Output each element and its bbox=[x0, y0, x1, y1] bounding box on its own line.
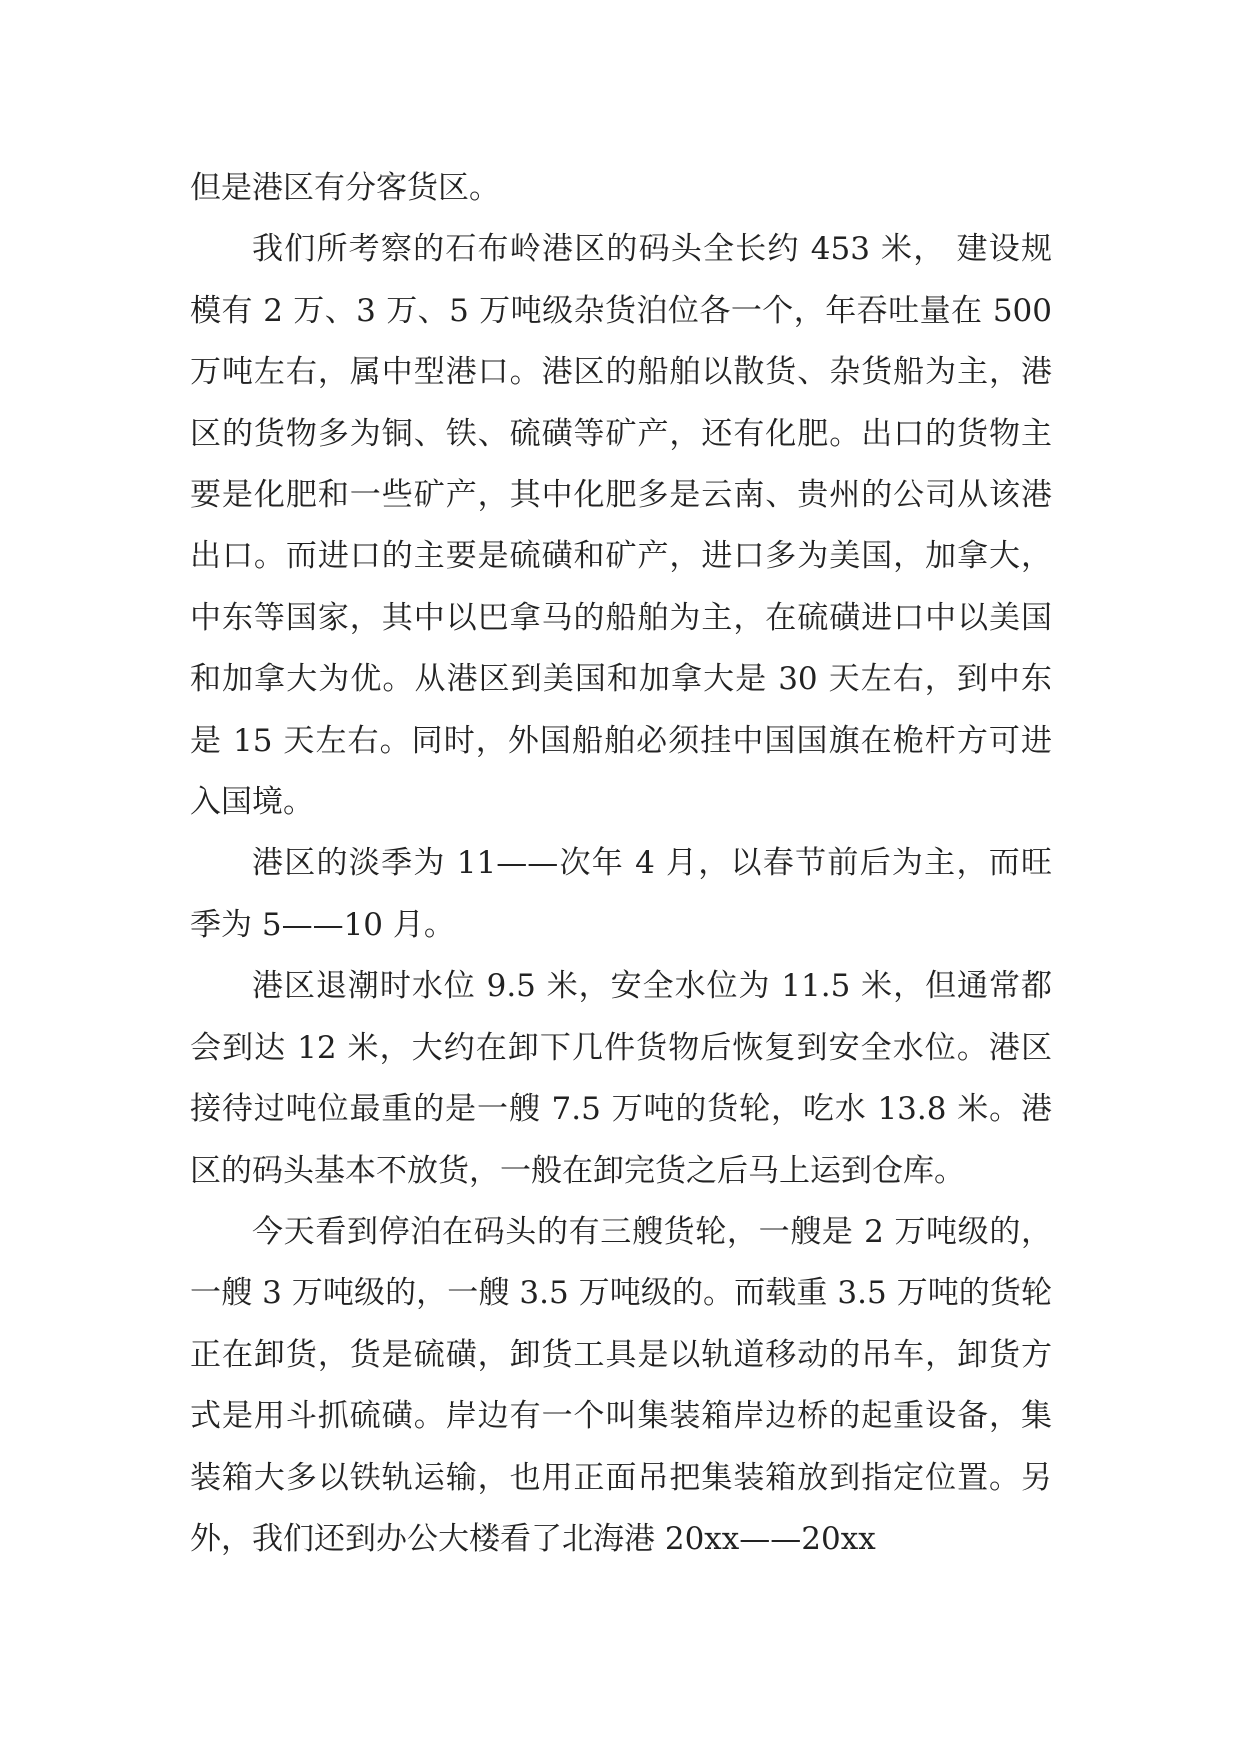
document-body bbox=[190, 158, 1052, 1570]
paragraph-seasons: 港区的淡季为 11——次年 4 月，以春节前后为主，而旺季为 5——10 月。 bbox=[190, 845, 1052, 943]
paragraph-ships-today: 今天看到停泊在码头的有三艘货轮，一艘是 2 万吨级的，一艘 3 万吨级的，一艘 3.5 万吨级的。而载重 3.5 万吨的货轮正在卸货，货是硫磺，卸货工具是以轨道移动的吊车，卸货方式是用斗抓硫磺。岸边有一个叫集装箱岸边桥的起重设备，集装箱大多以铁轨运输，也用正面吊把集装箱放到指定位置。另外，我们还到办公大楼看了北海港 20xx——20xx bbox=[190, 1213, 1052, 1557]
paragraph-port-overview: 我们所考察的石布岭港区的码头全长约 453 米， 建设规模有 2 万、3 万、5 万吨级杂货泊位各一个，年吞吐量在 500 万吨左右，属中型港口。港区的船舶以散货、杂货船为主，港区的货物多为铜、铁、硫磺等矿产，还有化肥。出口的货物主要是化肥和一些矿产，其中化肥多是云南、贵州的公司从该港出口。而进口的主要是硫磺和矿产，进口多为美国，加拿大，中东等国家，其中以巴拿马的船舶为主，在硫磺进口中以美国和加拿大为优。从港区到美国和加拿大是 30 天左右，到中东是 15 天左右。同时，外国船舶必须挂中国国旗在桅杆方可进入国境。 bbox=[190, 231, 1052, 821]
paragraph-water-level: 港区退潮时水位 9.5 米，安全水位为 11.5 米，但通常都会到达 12 米，大约在卸下几件货物后恢复到安全水位。港区接待过吨位最重的是一艘 7.5 万吨的货轮，吃水 13.8 米。港区的码头基本不放货，一般在卸完货之后马上运到仓库。 bbox=[190, 968, 1052, 1189]
paragraph-continued: 但是港区有分客货区。 bbox=[190, 170, 500, 206]
